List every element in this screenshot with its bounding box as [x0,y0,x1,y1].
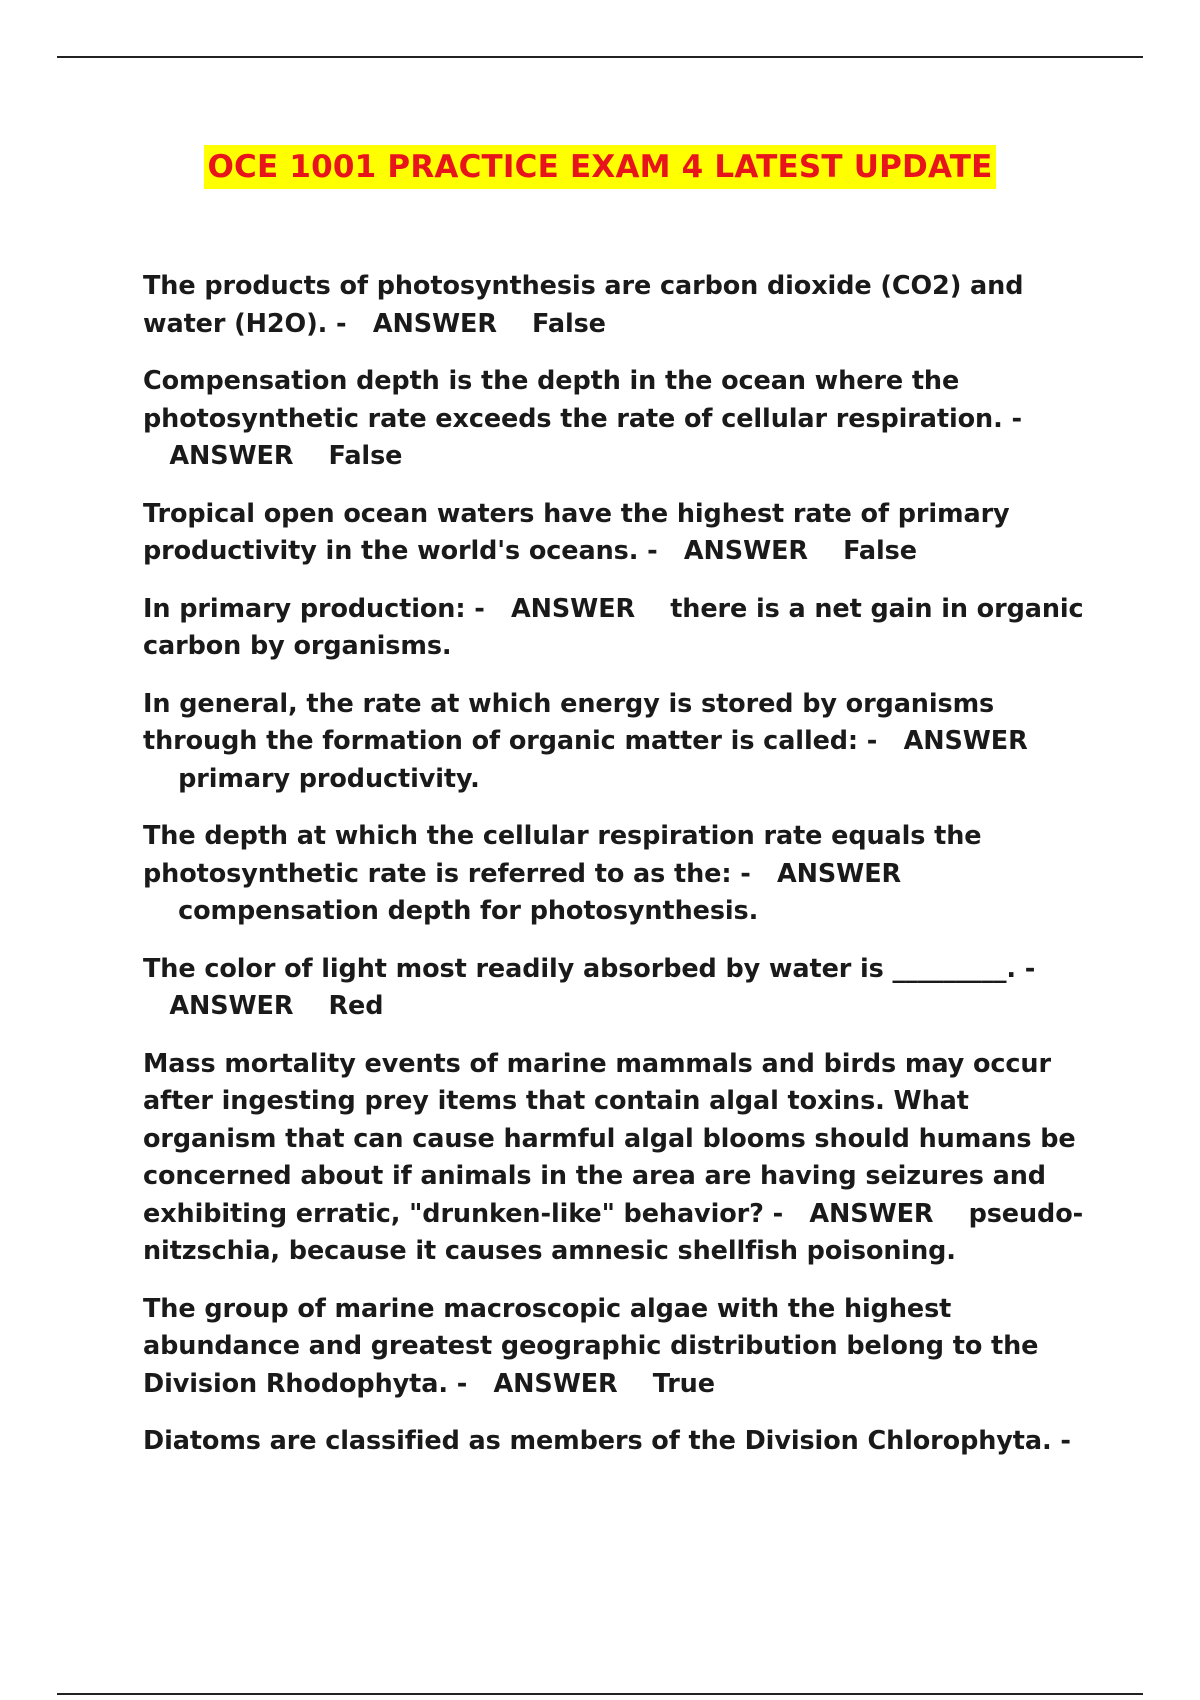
question-list [143,268,1098,1481]
answer-label: ANSWER [511,593,636,624]
answer-text: False [843,536,917,566]
question-text: Diatoms are classified as members of the Division Chlorophyta. - [143,1426,1071,1456]
document-title: OCE 1001 PRACTICE EXAM 4 LATEST UPDATE [204,145,995,189]
answer-label: ANSWER [372,308,497,339]
qa-item [143,686,1098,799]
answer-label: ANSWER [809,1198,934,1229]
answer-label: ANSWER [169,991,294,1021]
answer-text: False [328,441,403,471]
question-text: Compensation depth is the depth in the ocean where the photosynthetic rate exceeds the rate of cellular respiration. - [143,366,1022,434]
qa-item [143,591,1098,666]
qa-item [143,818,1098,931]
qa-item [143,363,1098,476]
question-text: Mass mortality events of marine mammals and birds may occur after ingesting prey items that contain algal toxins. What organism that can cause harmful algal blooms should humans be concerned about if animals in the area are having seizures and exhibiting erratic, "drunken-like" behavior? - [143,1048,1076,1229]
question-text: Tropical open ocean waters have the highest rate of primary productivity in the world's oceans. - [143,498,1010,566]
answer-text: True [652,1368,715,1399]
answer-label: ANSWER [169,441,294,471]
qa-item [143,1046,1098,1271]
question-text: In primary production: - [143,593,485,624]
answer-label: ANSWER [777,858,902,889]
answer-text: pseudo-nitzschia, because it causes amnesic shellfish poisoning. [143,1198,1084,1266]
question-text: The products of photosynthesis are carbon dioxide (CO2) and water (H2O). - [143,271,1024,339]
answer-label: ANSWER [903,726,1028,756]
answer-text: compensation depth for photosynthesis. [178,896,759,926]
title-container [0,145,1200,189]
qa-item [143,1291,1098,1404]
answer-label: ANSWER [493,1368,618,1399]
top-rule [57,56,1143,58]
answer-label: ANSWER [683,536,808,566]
qa-item [143,951,1098,1026]
answer-text: Red [328,991,384,1021]
question-text: The depth at which the cellular respiration rate equals the photosynthetic rate is referred to as the: - [143,821,982,889]
qa-item [143,496,1098,571]
bottom-rule [57,1693,1143,1695]
answer-text: False [532,308,606,339]
qa-item [143,268,1098,343]
question-text: The color of light most readily absorbed by water is _________. - [143,953,1036,984]
answer-text: there is a net gain in organic carbon by organisms. [143,593,1084,661]
qa-item [143,1423,1098,1461]
question-text: The group of marine macroscopic algae with the highest abundance and greatest geographic distribution belong to the Division Rhodophyta. - [143,1293,1039,1399]
answer-text: primary productivity. [178,763,480,794]
question-text: In general, the rate at which energy is stored by organisms through the formation of organic matter is called: - [143,688,995,756]
